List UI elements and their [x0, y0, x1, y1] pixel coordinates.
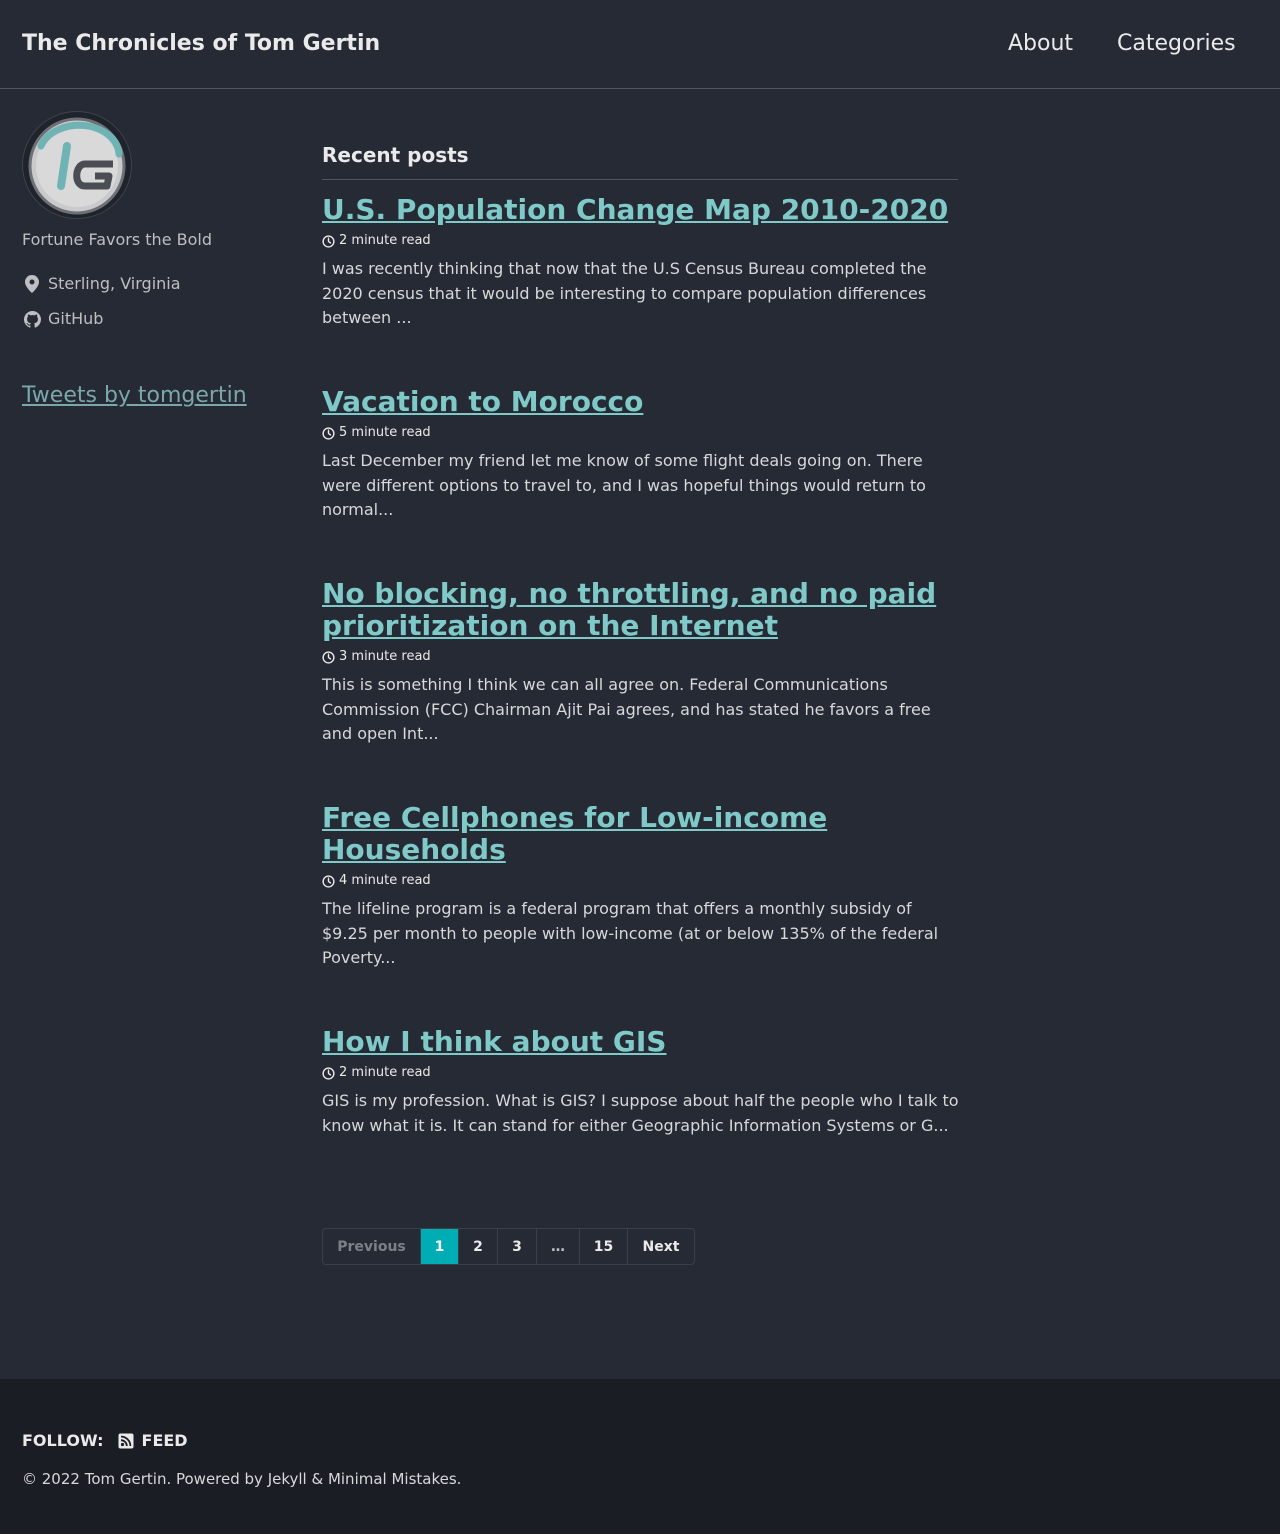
post-item [322, 802, 962, 971]
footer-follow [22, 1431, 188, 1451]
author-location-label: Sterling, Virginia [48, 274, 181, 293]
tweets-link[interactable]: Tweets by tomgertin [22, 383, 247, 408]
github-icon [22, 309, 42, 329]
post-item [322, 1026, 962, 1138]
post-item [322, 386, 962, 523]
post-item [322, 194, 962, 331]
post-title-link[interactable]: Free Cellphones for Low-income Households [322, 801, 828, 866]
post-read-time: 4 minute read [339, 873, 431, 888]
post-title-link[interactable]: How I think about GIS [322, 1025, 667, 1058]
post-read-time: 5 minute read [339, 425, 431, 440]
post-meta [322, 872, 962, 890]
pagination-page-15[interactable]: 15 [580, 1229, 628, 1264]
post-meta [322, 232, 962, 250]
clock-icon [322, 235, 335, 248]
post-excerpt: The lifeline program is a federal program that offers a monthly subsidy of $9.25 per month to people with low-income (at or below 135% of the federal Poverty... [322, 899, 939, 967]
feed-label: FEED [141, 1431, 188, 1450]
post-excerpt: This is something I think we can all agree on. Federal Communications Commission (FCC) Chairman Ajit Pai agrees, and has stated he favors a free and open Int... [322, 675, 931, 743]
pagination-previous: Previous [323, 1229, 421, 1264]
map-marker-icon [22, 274, 42, 294]
post-title-link[interactable]: Vacation to Morocco [322, 385, 644, 418]
post-read-time: 2 minute read [339, 1065, 431, 1080]
post-item [322, 578, 962, 747]
avatar-logo-icon [27, 116, 127, 216]
clock-icon [322, 875, 335, 888]
feed-link[interactable] [118, 1431, 188, 1451]
post-meta [322, 648, 962, 666]
post-excerpt: GIS is my profession. What is GIS? I suppose about half the people who I talk to know what it is. It can stand for either Geographic Information Systems or G... [322, 1091, 959, 1135]
clock-icon [322, 427, 335, 440]
pagination-ellipsis: … [537, 1229, 580, 1264]
page-title: Recent posts [322, 143, 469, 167]
post-meta [322, 424, 962, 442]
post-title-link[interactable]: No blocking, no throttling, and no paid prioritization on the Internet [322, 577, 937, 642]
nav-categories-link[interactable]: Categories [1117, 31, 1236, 56]
site-title-link[interactable]: The Chronicles of Tom Gertin [22, 31, 381, 56]
follow-label: FOLLOW: [22, 1431, 104, 1450]
pagination-next[interactable]: Next [642, 1238, 680, 1255]
post-read-time: 3 minute read [339, 649, 431, 664]
clock-icon [322, 1067, 335, 1080]
post-excerpt: I was recently thinking that now that the U.S Census Bureau completed the 2020 census that it would be interesting to compare population differences between ... [322, 259, 927, 327]
pagination-page-2[interactable]: 2 [459, 1229, 498, 1264]
author-github-label: GitHub [48, 309, 104, 328]
heading-divider [322, 179, 958, 180]
author-github-link[interactable] [22, 309, 103, 329]
rss-icon [118, 1433, 134, 1449]
page-footer [0, 1379, 1280, 1534]
masthead [0, 0, 1280, 89]
author-avatar [22, 111, 132, 219]
post-meta [322, 1064, 962, 1082]
author-location [22, 274, 181, 294]
pagination [322, 1228, 695, 1265]
nav-about-link[interactable]: About [1008, 31, 1074, 56]
clock-icon [322, 651, 335, 664]
post-read-time: 2 minute read [339, 233, 431, 248]
post-title-link[interactable]: U.S. Population Change Map 2010-2020 [322, 193, 949, 226]
post-excerpt: Last December my friend let me know of some flight deals going on. There were different options to travel to, and I was hopeful things would return to normal... [322, 451, 926, 519]
pagination-page-1[interactable]: 1 [421, 1229, 459, 1264]
author-bio: Fortune Favors the Bold [22, 230, 212, 249]
pagination-page-3[interactable]: 3 [498, 1229, 537, 1264]
copyright: © 2022 Tom Gertin. Powered by Jekyll & Minimal Mistakes. [22, 1470, 462, 1488]
